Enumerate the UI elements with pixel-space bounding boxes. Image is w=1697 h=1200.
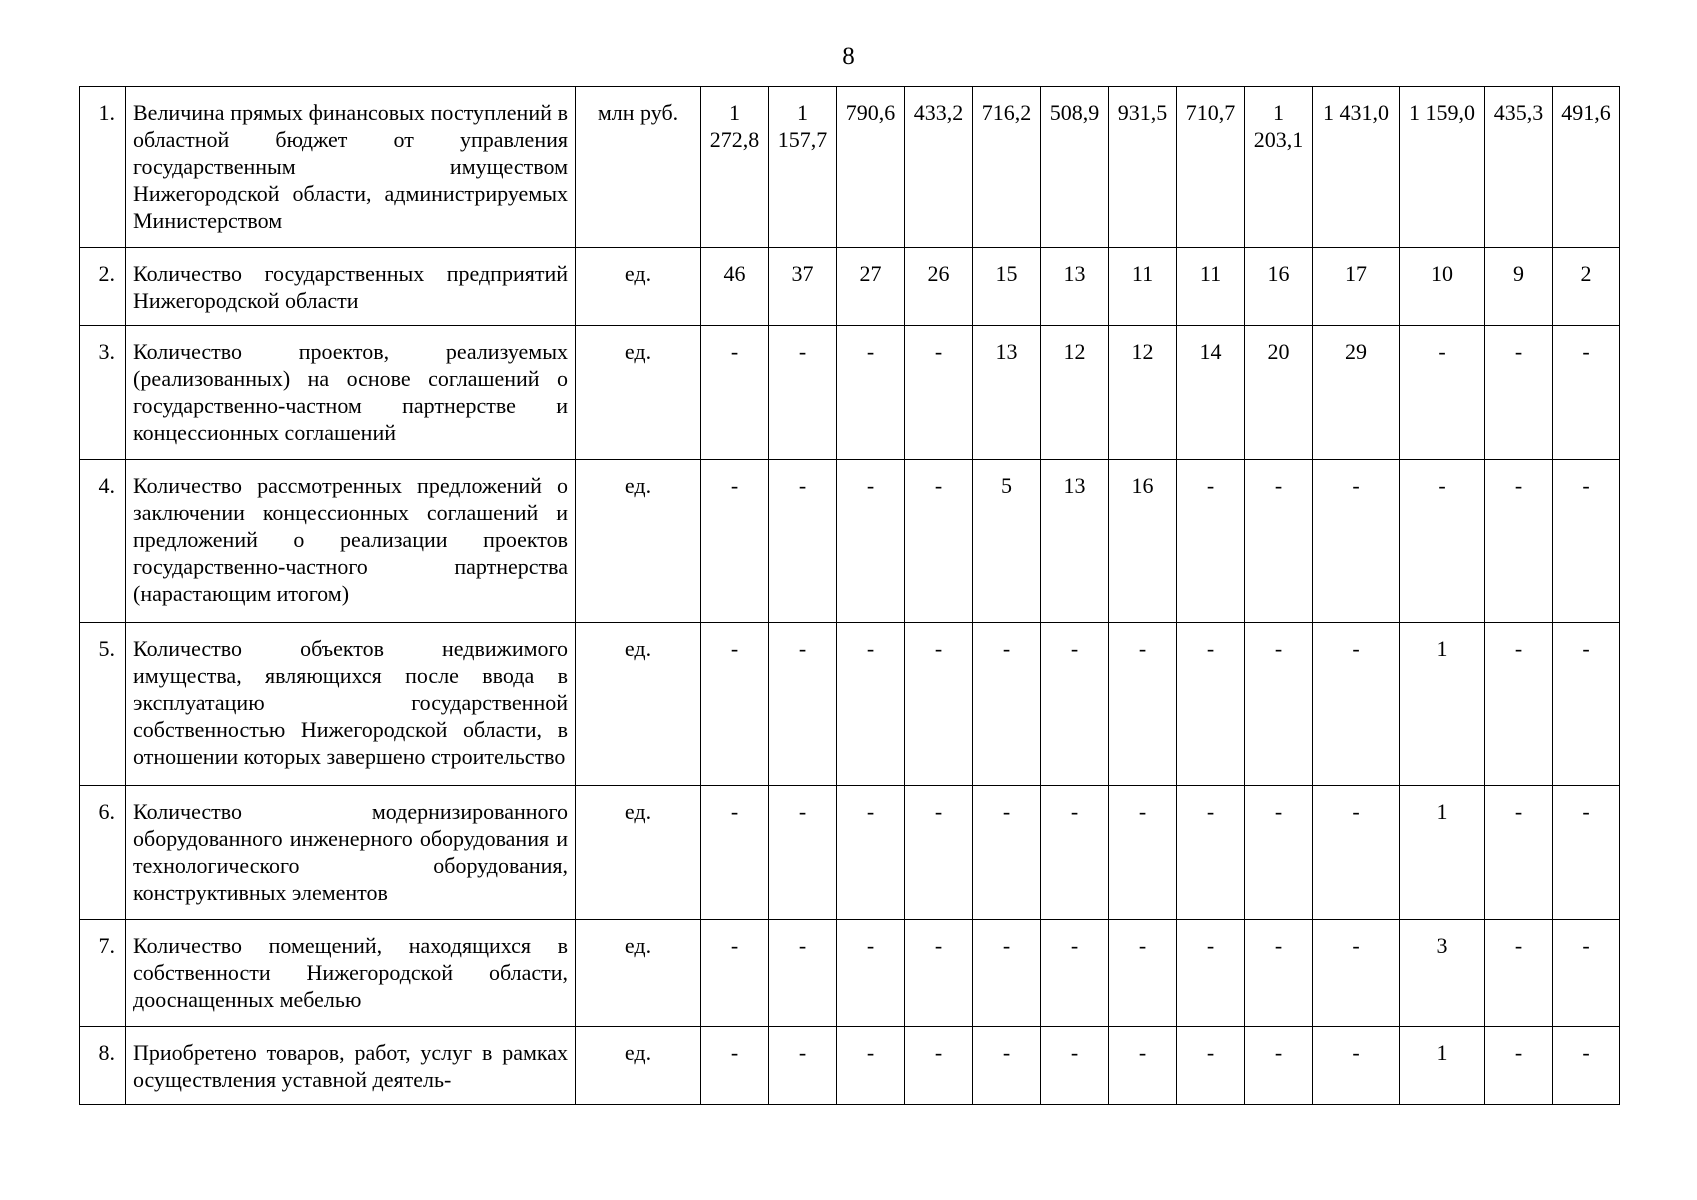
- value-cell: -: [973, 920, 1041, 1027]
- value-cell: -: [701, 326, 769, 460]
- value-cell: -: [1177, 460, 1245, 623]
- value-cell: -: [837, 623, 905, 786]
- value-cell: -: [1109, 920, 1177, 1027]
- value-cell: -: [1245, 920, 1313, 1027]
- unit-cell: ед.: [576, 623, 701, 786]
- table-row: [80, 623, 1620, 786]
- value-cell: 11: [1177, 248, 1245, 326]
- value-cell: 433,2: [905, 87, 973, 248]
- table-row: [80, 248, 1620, 326]
- row-number: 6.: [80, 786, 126, 920]
- value-cell: -: [1485, 460, 1553, 623]
- indicator-name: Количество помещений, находящихся в собственности Нижегородской области, дооснащенных мебелью: [126, 920, 576, 1027]
- value-cell: -: [905, 623, 973, 786]
- row-number: 5.: [80, 623, 126, 786]
- value-cell: 931,5: [1109, 87, 1177, 248]
- unit-cell: ед.: [576, 326, 701, 460]
- value-cell: -: [1245, 460, 1313, 623]
- value-cell: -: [1553, 1027, 1620, 1105]
- value-cell: 1 159,0: [1400, 87, 1485, 248]
- value-cell: 1: [1400, 623, 1485, 786]
- value-cell: -: [1177, 786, 1245, 920]
- value-cell: -: [701, 1027, 769, 1105]
- unit-cell: ед.: [576, 248, 701, 326]
- value-cell: -: [1400, 460, 1485, 623]
- table-row: [80, 786, 1620, 920]
- value-cell: -: [1485, 920, 1553, 1027]
- value-cell: -: [769, 326, 837, 460]
- value-cell: -: [905, 460, 973, 623]
- value-cell: -: [701, 623, 769, 786]
- value-cell: 1: [1400, 786, 1485, 920]
- value-cell: -: [905, 326, 973, 460]
- value-cell: 17: [1313, 248, 1400, 326]
- table-row: [80, 460, 1620, 623]
- value-cell: -: [769, 460, 837, 623]
- value-cell: -: [701, 920, 769, 1027]
- value-cell: 790,6: [837, 87, 905, 248]
- table-row: [80, 87, 1620, 248]
- value-cell: -: [1041, 1027, 1109, 1105]
- value-cell: 37: [769, 248, 837, 326]
- row-number: 3.: [80, 326, 126, 460]
- table-row: [80, 1027, 1620, 1105]
- value-cell: 508,9: [1041, 87, 1109, 248]
- indicator-name: Количество государственных предприятий Нижегородской области: [126, 248, 576, 326]
- indicator-name: Приобретено товаров, работ, услуг в рамках осуществления уставной деятель-: [126, 1027, 576, 1105]
- value-cell: -: [1553, 460, 1620, 623]
- value-cell: 716,2: [973, 87, 1041, 248]
- unit-cell: ед.: [576, 786, 701, 920]
- value-cell: 710,7: [1177, 87, 1245, 248]
- indicators-table: [79, 86, 1620, 1105]
- unit-cell: млн руб.: [576, 87, 701, 248]
- value-cell: -: [1177, 1027, 1245, 1105]
- value-cell: -: [1245, 1027, 1313, 1105]
- value-cell: -: [1485, 786, 1553, 920]
- value-cell: 2: [1553, 248, 1620, 326]
- value-cell: 13: [973, 326, 1041, 460]
- value-cell: 9: [1485, 248, 1553, 326]
- value-cell: 20: [1245, 326, 1313, 460]
- value-cell: -: [1245, 623, 1313, 786]
- page-number: 8: [842, 43, 855, 70]
- value-cell: -: [1109, 1027, 1177, 1105]
- value-cell: 29: [1313, 326, 1400, 460]
- value-cell: -: [1041, 623, 1109, 786]
- value-cell: -: [701, 460, 769, 623]
- value-cell: -: [1485, 623, 1553, 786]
- row-number: 4.: [80, 460, 126, 623]
- value-cell: 10: [1400, 248, 1485, 326]
- row-number: 8.: [80, 1027, 126, 1105]
- unit-cell: ед.: [576, 920, 701, 1027]
- value-cell: -: [905, 920, 973, 1027]
- table-row: [80, 326, 1620, 460]
- value-cell: -: [973, 623, 1041, 786]
- value-cell: -: [1313, 1027, 1400, 1105]
- value-cell: -: [769, 786, 837, 920]
- value-cell: -: [837, 460, 905, 623]
- value-cell: -: [1553, 920, 1620, 1027]
- table-body: [80, 87, 1620, 1105]
- value-cell: 491,6: [1553, 87, 1620, 248]
- value-cell: -: [1109, 786, 1177, 920]
- value-cell: 13: [1041, 248, 1109, 326]
- value-cell: 1 203,1: [1245, 87, 1313, 248]
- value-cell: -: [837, 326, 905, 460]
- value-cell: -: [1553, 326, 1620, 460]
- value-cell: 12: [1041, 326, 1109, 460]
- value-cell: -: [1245, 786, 1313, 920]
- value-cell: -: [1177, 623, 1245, 786]
- value-cell: -: [973, 786, 1041, 920]
- table-row: [80, 920, 1620, 1027]
- value-cell: 3: [1400, 920, 1485, 1027]
- value-cell: 15: [973, 248, 1041, 326]
- value-cell: -: [769, 623, 837, 786]
- value-cell: 46: [701, 248, 769, 326]
- value-cell: 12: [1109, 326, 1177, 460]
- value-cell: -: [1485, 1027, 1553, 1105]
- value-cell: 16: [1245, 248, 1313, 326]
- value-cell: -: [769, 920, 837, 1027]
- row-number: 7.: [80, 920, 126, 1027]
- value-cell: 1 431,0: [1313, 87, 1400, 248]
- row-number: 1.: [80, 87, 126, 248]
- value-cell: -: [837, 786, 905, 920]
- value-cell: -: [1553, 623, 1620, 786]
- value-cell: -: [701, 786, 769, 920]
- row-number: 2.: [80, 248, 126, 326]
- value-cell: -: [1041, 786, 1109, 920]
- indicator-name: Количество объектов недвижимого имущества, являющихся после ввода в эксплуатацию государственной собственностью Нижегородской области, в отношении которых завершено строительство: [126, 623, 576, 786]
- unit-cell: ед.: [576, 460, 701, 623]
- value-cell: 26: [905, 248, 973, 326]
- value-cell: -: [769, 1027, 837, 1105]
- value-cell: 435,3: [1485, 87, 1553, 248]
- value-cell: -: [973, 1027, 1041, 1105]
- value-cell: -: [1313, 920, 1400, 1027]
- value-cell: -: [1109, 623, 1177, 786]
- indicator-name: Количество модернизированного оборудованного инженерного оборудования и технологического оборудования, конструктивных элементов: [126, 786, 576, 920]
- value-cell: 13: [1041, 460, 1109, 623]
- value-cell: -: [905, 786, 973, 920]
- value-cell: -: [1313, 786, 1400, 920]
- value-cell: -: [1485, 326, 1553, 460]
- value-cell: -: [837, 920, 905, 1027]
- value-cell: 16: [1109, 460, 1177, 623]
- value-cell: -: [1553, 786, 1620, 920]
- value-cell: -: [1041, 920, 1109, 1027]
- value-cell: 1 272,8: [701, 87, 769, 248]
- value-cell: -: [1177, 920, 1245, 1027]
- value-cell: 1 157,7: [769, 87, 837, 248]
- value-cell: 11: [1109, 248, 1177, 326]
- value-cell: 1: [1400, 1027, 1485, 1105]
- indicator-name: Количество проектов, реализуемых (реализованных) на основе соглашений о государственно-частном партнерстве и концессионных соглашений: [126, 326, 576, 460]
- value-cell: -: [1313, 623, 1400, 786]
- value-cell: 14: [1177, 326, 1245, 460]
- value-cell: 5: [973, 460, 1041, 623]
- value-cell: 27: [837, 248, 905, 326]
- value-cell: -: [1400, 326, 1485, 460]
- indicator-name: Количество рассмотренных предложений о заключении концессионных соглашений и предложений о реализации проектов государственно-частного партнерства (нарастающим итогом): [126, 460, 576, 623]
- value-cell: -: [905, 1027, 973, 1105]
- unit-cell: ед.: [576, 1027, 701, 1105]
- value-cell: -: [837, 1027, 905, 1105]
- value-cell: -: [1313, 460, 1400, 623]
- indicator-name: Величина прямых финансовых поступлений в областной бюджет от управления государственным имуществом Нижегородской области, администрируемых Министерством: [126, 87, 576, 248]
